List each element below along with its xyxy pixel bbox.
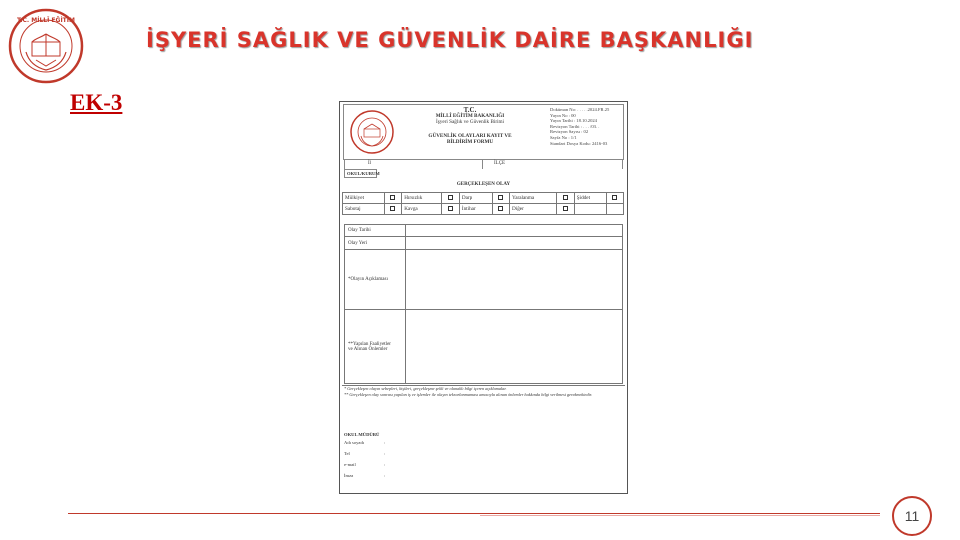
- contact-line: Tel :: [344, 451, 386, 456]
- contact-title: OKUL MÜDÜRÜ: [344, 432, 380, 437]
- okul-label: OKUL/KURUM: [344, 169, 377, 178]
- category-checkbox[interactable]: [448, 206, 453, 211]
- table-row: [343, 193, 624, 204]
- olay-aciklamasi-label: *Olayın Açıklaması: [345, 250, 406, 310]
- olay-yeri-field[interactable]: [406, 237, 623, 250]
- appendix-label: EK-3: [70, 90, 123, 115]
- form-header-center: [400, 107, 540, 145]
- incident-details-table: [344, 224, 623, 384]
- category-label: Yaralanma: [510, 193, 557, 204]
- contact-line: İmza :: [344, 473, 386, 478]
- form-department: İşyeri Sağlık ve Güvenlik Birimi: [435, 119, 504, 125]
- footer-divider-accent: [480, 515, 880, 516]
- olay-tarihi-field[interactable]: [406, 225, 623, 237]
- olay-tarihi-label: Olay Tarihi: [345, 225, 406, 237]
- category-label: Darp: [459, 193, 492, 204]
- doc-info-line: Yayın No : 00: [550, 112, 576, 118]
- table-row: [345, 250, 623, 310]
- category-label: Hırsızlık: [402, 193, 442, 204]
- incident-category-table: [342, 192, 624, 215]
- category-label: Diğer: [510, 204, 557, 215]
- form-tc: T.C.: [463, 106, 477, 114]
- olay-yeri-label: Olay Yeri: [345, 237, 406, 250]
- svg-text:T.C. MİLLÎ EĞİTİM: T.C. MİLLÎ EĞİTİM: [17, 17, 75, 24]
- contact-line: e-mail :: [344, 462, 386, 467]
- form-logo-icon: [349, 109, 395, 155]
- ilce-label: İLÇE: [494, 161, 506, 166]
- category-label: Mülkiyet: [343, 193, 385, 204]
- form-title-line1: GÜVENLİK OLAYLARI KAYIT VE: [428, 133, 512, 139]
- contact-block: [344, 432, 464, 484]
- note-line: * Gerçekleşen olayın sebepleri, kişileri, gerçekleşme şekli ve olanaklı bilgi içeren açıklamalar.: [344, 386, 507, 391]
- category-label: Kavga: [402, 204, 442, 215]
- category-label: Şiddet: [574, 193, 606, 204]
- category-checkbox[interactable]: [498, 195, 503, 200]
- olay-aciklamasi-field[interactable]: [406, 250, 623, 310]
- form-notes: [342, 385, 625, 397]
- doc-info-line: Revizyon Tarihi : . . . /03. .: [550, 123, 600, 129]
- doc-info-line: Sayfa No : 1/1: [550, 134, 577, 140]
- category-checkbox[interactable]: [448, 195, 453, 200]
- doc-info: [550, 107, 626, 146]
- category-checkbox[interactable]: [390, 195, 395, 200]
- meb-logo: [8, 8, 84, 84]
- category-label: [574, 204, 606, 215]
- category-checkbox[interactable]: [612, 195, 617, 200]
- page-number: 11: [892, 496, 932, 536]
- category-checkbox[interactable]: [563, 195, 568, 200]
- table-row: [345, 225, 623, 237]
- doc-info-line: Doküman No: . . . . .2024.FR.25: [550, 107, 610, 112]
- doc-info-line: Yayın Tarihi : 18.10.2024: [550, 118, 597, 124]
- doc-info-line: Standart Dosya Kodu: 2416-03: [550, 140, 608, 146]
- table-row: [345, 310, 623, 384]
- location-row: [344, 160, 623, 169]
- contact-line: Adı soyadı :: [344, 440, 386, 445]
- faaliyetler-label: **Yapılan Faaliyetler ve Alınan Önlemler: [345, 310, 406, 384]
- gerceklesen-olay-label: GERÇEKLEŞEN OLAY: [456, 182, 511, 187]
- category-label: İntihar: [459, 204, 492, 215]
- category-checkbox[interactable]: [498, 206, 503, 211]
- table-row: [343, 204, 624, 215]
- note-line: ** Gerçekleşen olay sonrası yapılan iş ve işlemler ile olayın tekrarlanmaması amacıyla alınan önlemler hakkında bilgi verilmesi gerekmektedir.: [344, 391, 593, 397]
- form-header: [343, 104, 624, 160]
- form-title-line2: BİLDİRİM FORMU: [446, 139, 494, 145]
- doc-info-line: Revizyon Sayısı : 02: [550, 129, 589, 135]
- form-ministry: MİLLÎ EĞİTİM BAKANLIĞI: [435, 113, 505, 119]
- category-checkbox[interactable]: [563, 206, 568, 211]
- category-label: Sabotaj: [343, 204, 385, 215]
- table-row: [345, 237, 623, 250]
- faaliyetler-field[interactable]: [406, 310, 623, 384]
- category-checkbox[interactable]: [390, 206, 395, 211]
- incident-form: [339, 101, 628, 494]
- footer-divider: [68, 513, 880, 514]
- il-label: İl: [368, 161, 372, 166]
- page-title: İŞYERİ SAĞLIK VE GÜVENLİK DAİRE BAŞKANLIĞI: [146, 28, 754, 52]
